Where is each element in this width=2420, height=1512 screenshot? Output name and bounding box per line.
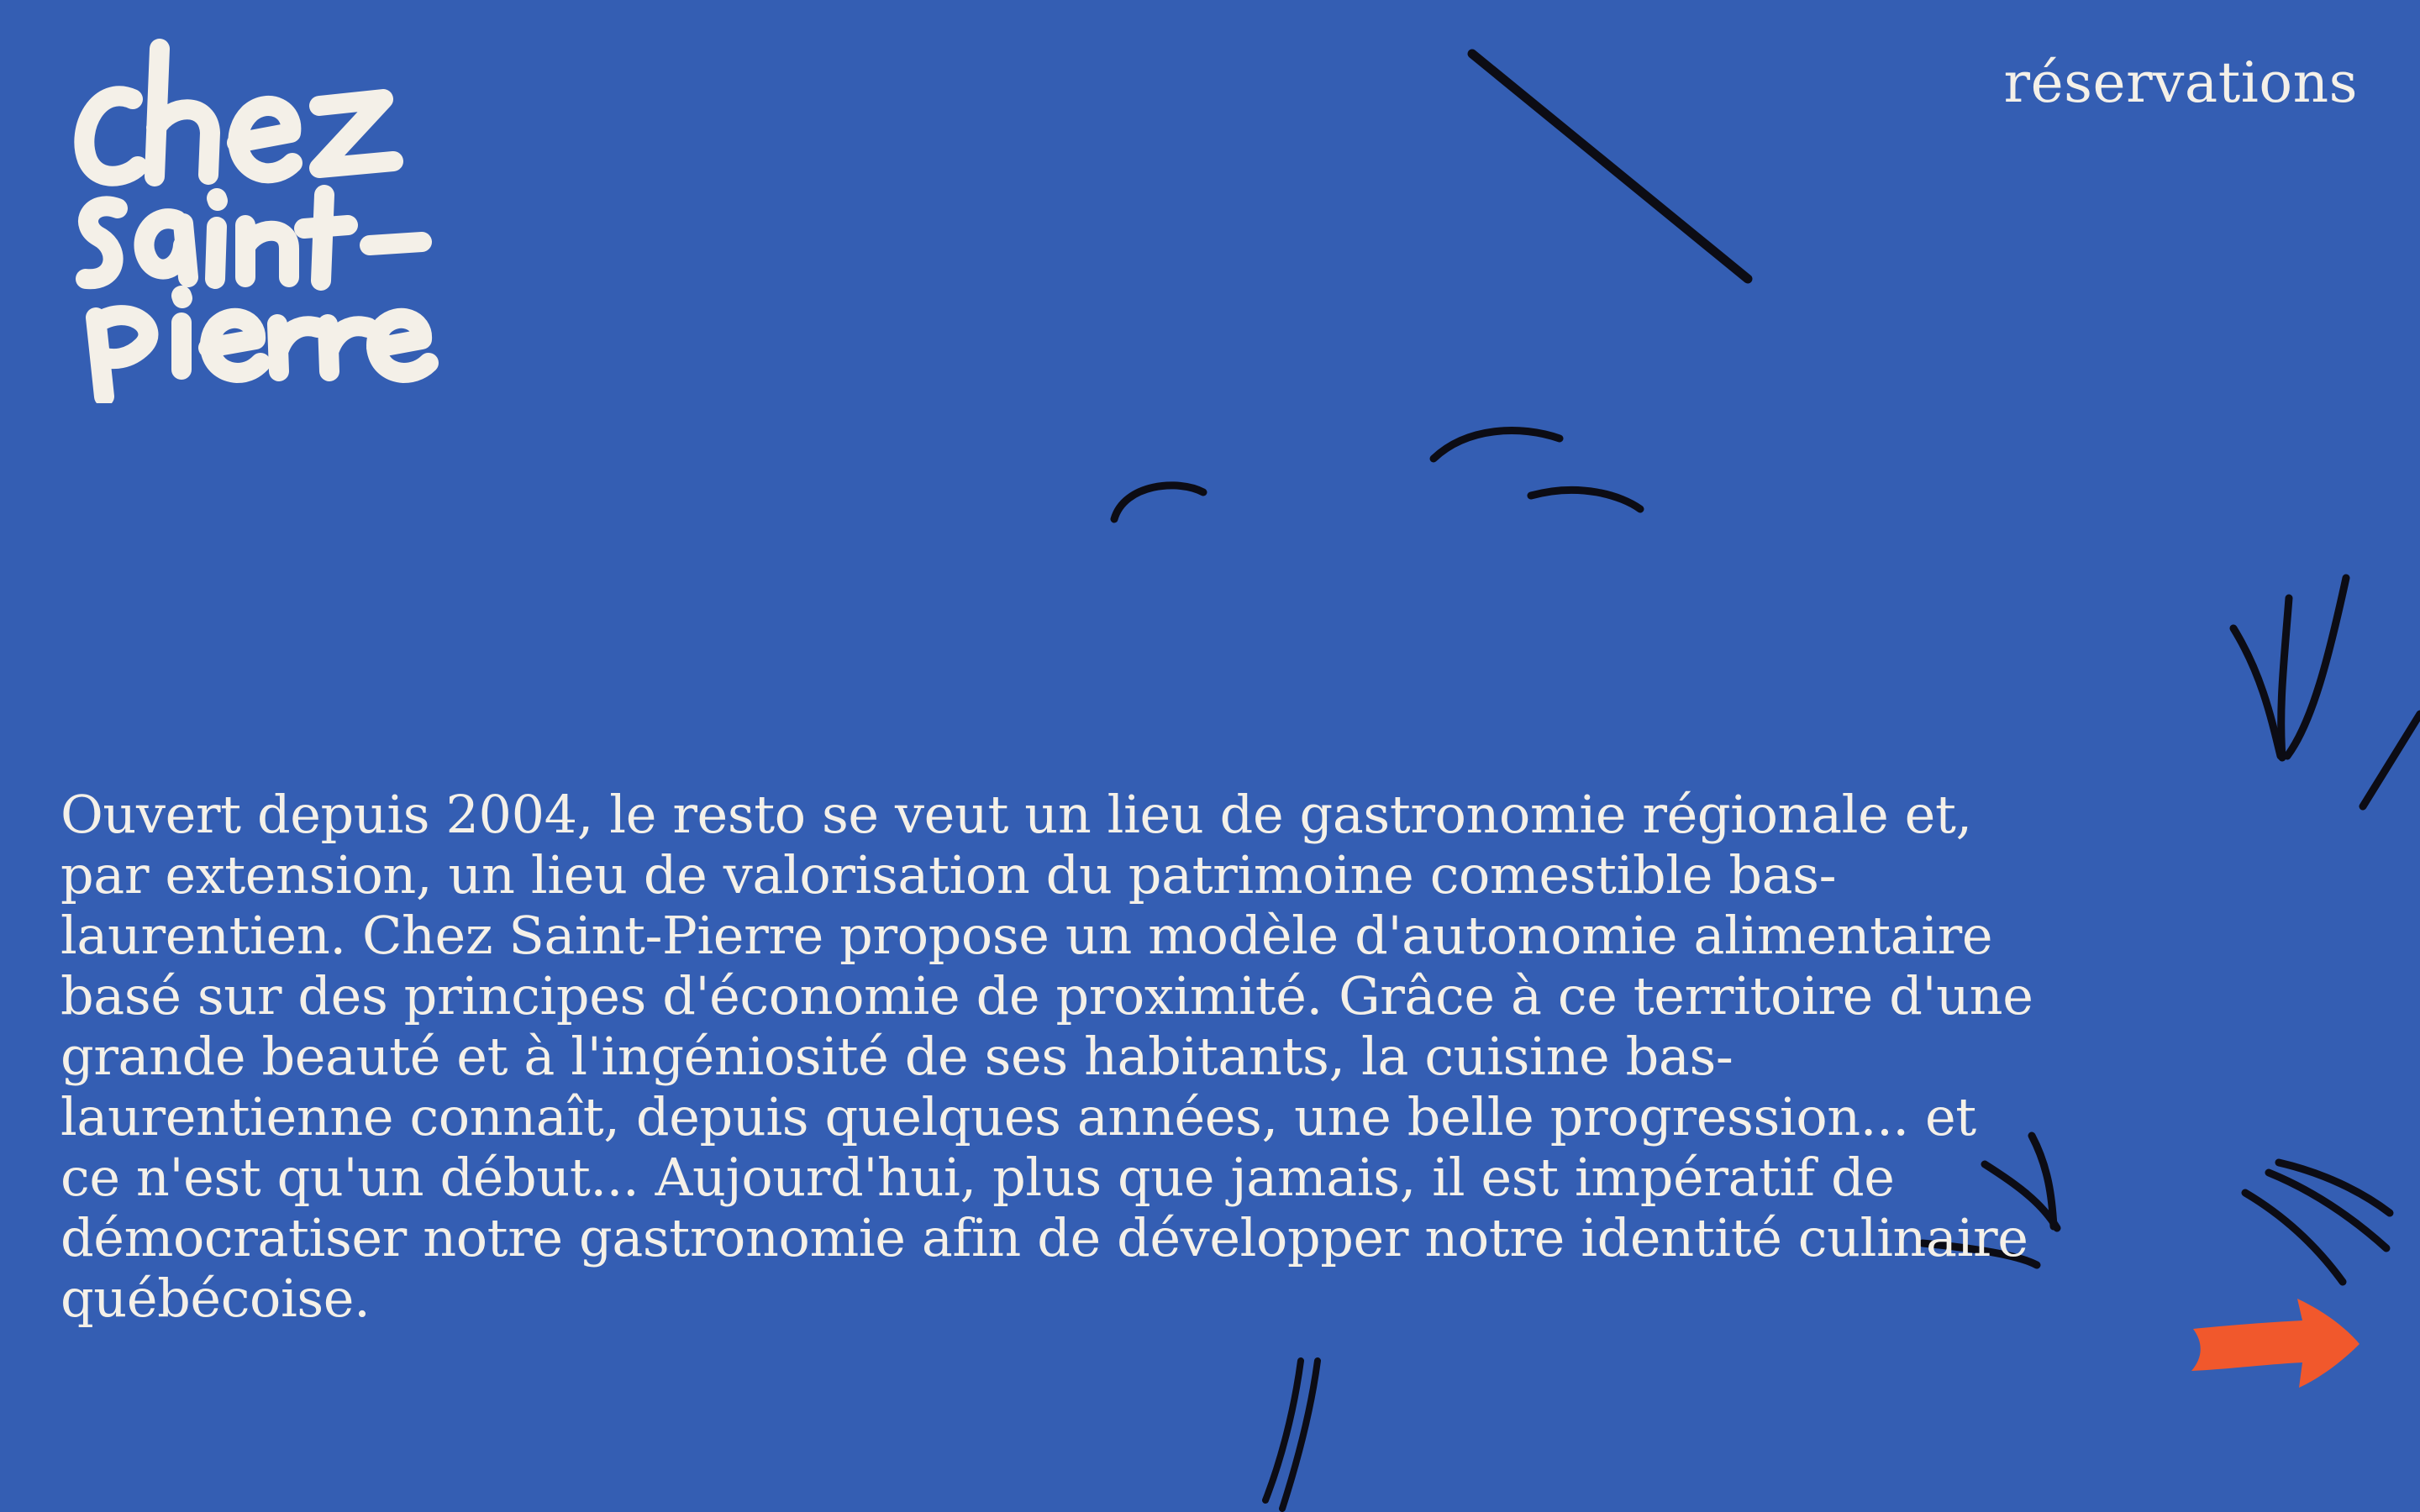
reservations-link[interactable]: réservations — [2003, 50, 2358, 115]
logo-wordmark-graphic — [66, 34, 452, 403]
arrow-right-icon — [2185, 1292, 2365, 1393]
intro-paragraph: Ouvert depuis 2004, le resto se veut un lieu de gastronomie régionale et, par extension, un lieu de valorisation du patrimoine comestible bas-laurentien. Chez Saint-Pierre propose un modèle d'autonomie alimentaire basé sur des principes d'économie de proximité. Grâce à ce territoire d'une grande beauté et à l'ingéniosité de ses habitants, la cuisine bas-laurentienne connaît, depuis quelques années, une belle progression... et ce n'est qu'un début... Aujourd'hui, plus que jamais, il est impératif de démocratiser notre gastronomie afin de développer notre identité culinaire québécoise. — [60, 784, 2033, 1329]
next-arrow-button[interactable] — [2185, 1292, 2365, 1393]
brand-logo[interactable] — [66, 34, 452, 403]
